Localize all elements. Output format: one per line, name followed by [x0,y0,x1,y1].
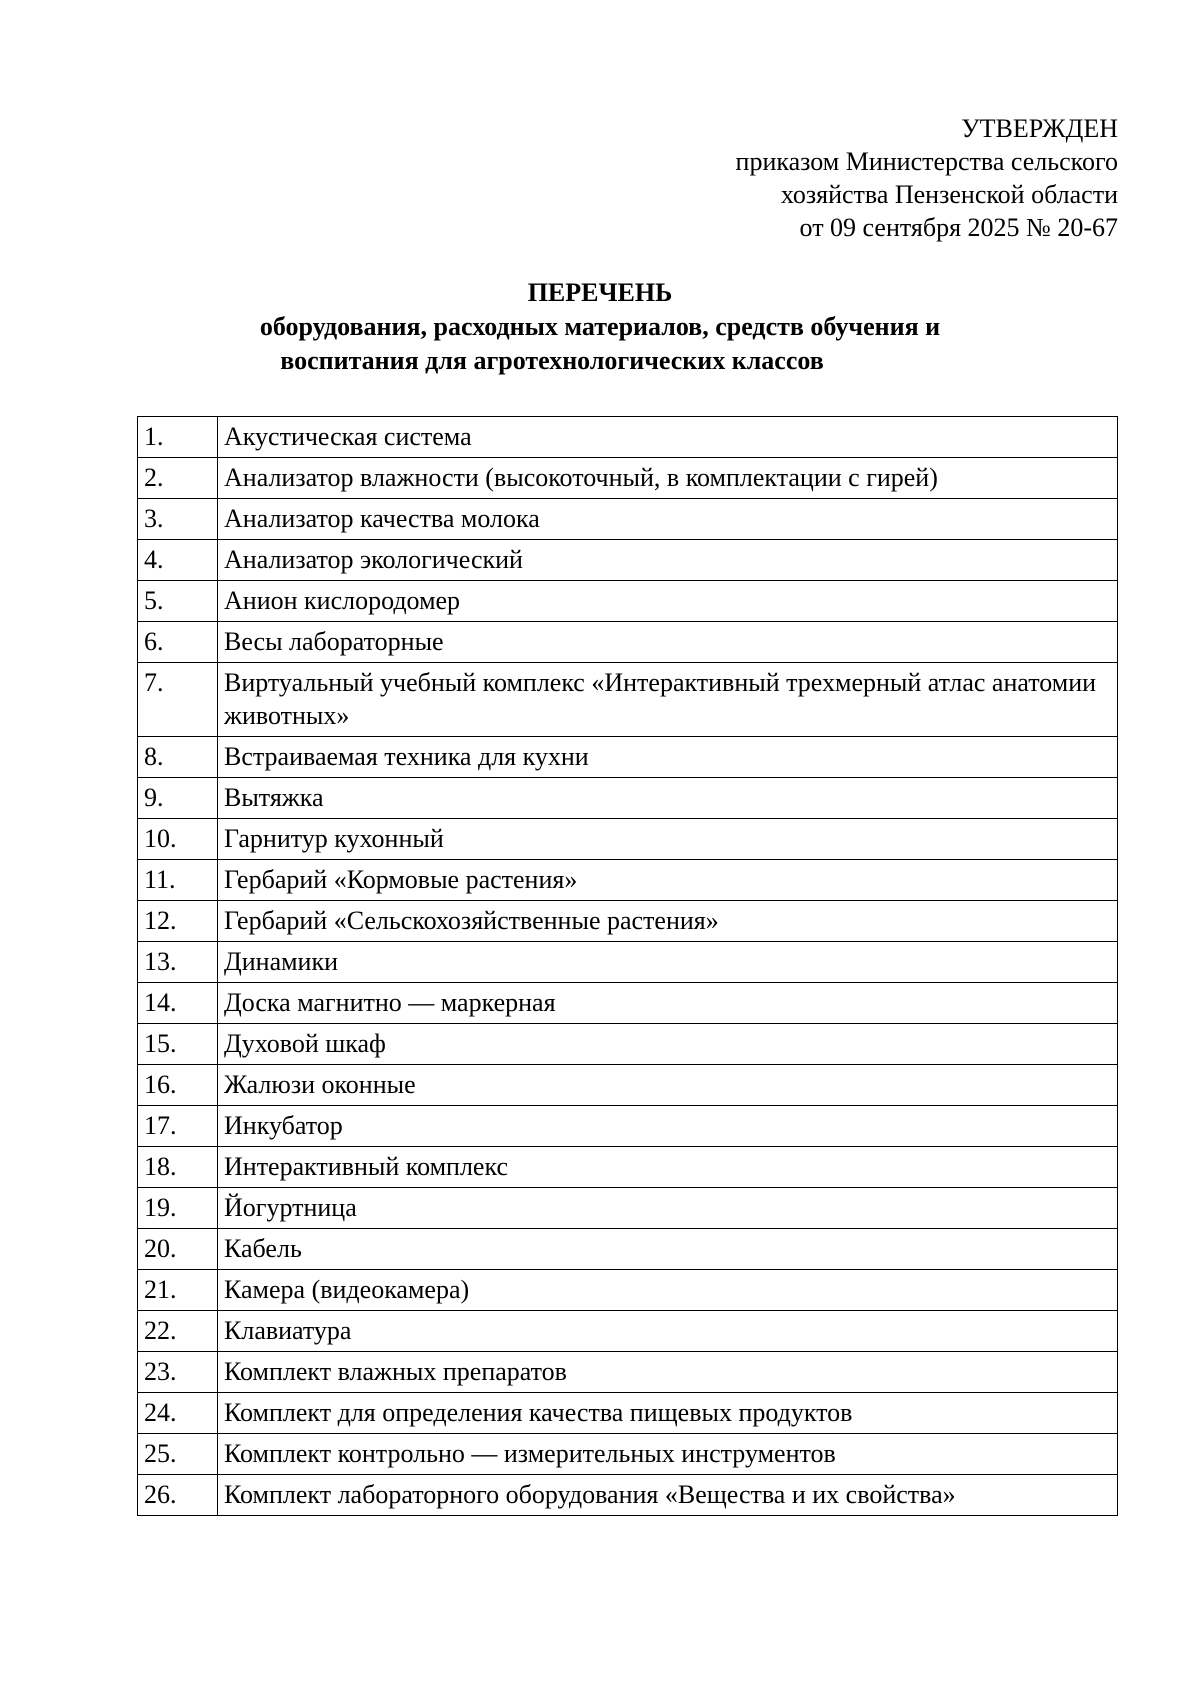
table-row [138,1270,1118,1311]
item-number: 7. [138,663,218,737]
item-name: Анализатор экологический [218,540,1118,581]
document-title [0,276,1200,378]
table-row [138,581,1118,622]
table-row [138,737,1118,778]
item-name: Кабель [218,1229,1118,1270]
item-name: Динамики [218,942,1118,983]
table-row [138,1188,1118,1229]
item-name: Духовой шкаф [218,1024,1118,1065]
approval-status: УТВЕРЖДЕН [961,114,1118,143]
approval-order-line: приказом Министерства сельского [735,147,1118,176]
item-number: 21. [138,1270,218,1311]
items-table [137,416,1118,1516]
table-row [138,778,1118,819]
item-name: Интерактивный комплекс [218,1147,1118,1188]
item-number: 5. [138,581,218,622]
item-name: Клавиатура [218,1311,1118,1352]
table-row [138,540,1118,581]
item-number: 12. [138,901,218,942]
item-number: 17. [138,1106,218,1147]
table-row [138,1229,1118,1270]
item-number: 2. [138,458,218,499]
item-name: Комплект лабораторного оборудования «Вещества и их свойства» [218,1475,1118,1516]
table-row [138,1393,1118,1434]
item-number: 22. [138,1311,218,1352]
item-number: 19. [138,1188,218,1229]
table-row [138,860,1118,901]
item-number: 25. [138,1434,218,1475]
item-number: 16. [138,1065,218,1106]
item-number: 23. [138,1352,218,1393]
item-number: 10. [138,819,218,860]
table-row [138,1024,1118,1065]
table-row [138,819,1118,860]
table-row [138,1106,1118,1147]
table-row [138,458,1118,499]
approval-block [736,112,1118,244]
item-name: Комплект для определения качества пищевых продуктов [218,1393,1118,1434]
title-subtitle-line-1: оборудования, расходных материалов, средств обучения и [259,312,941,341]
item-number: 15. [138,1024,218,1065]
item-name: Комплект контрольно — измерительных инструментов [218,1434,1118,1475]
table-row [138,942,1118,983]
item-name: Йогуртница [218,1188,1118,1229]
item-number: 1. [138,417,218,458]
table-row [138,1475,1118,1516]
title-heading: ПЕРЕЧЕНЬ [527,278,673,307]
approval-ministry-line: хозяйства Пензенской области [780,180,1118,209]
item-name: Гербарий «Кормовые растения» [218,860,1118,901]
item-name: Встраиваемая техника для кухни [218,737,1118,778]
item-name: Анион кислородомер [218,581,1118,622]
item-name: Камера (видеокамера) [218,1270,1118,1311]
table-row [138,1352,1118,1393]
item-name: Жалюзи оконные [218,1065,1118,1106]
table-row [138,983,1118,1024]
table-row [138,499,1118,540]
item-name: Анализатор качества молока [218,499,1118,540]
item-number: 8. [138,737,218,778]
item-number: 4. [138,540,218,581]
item-number: 18. [138,1147,218,1188]
item-name: Комплект влажных препаратов [218,1352,1118,1393]
item-number: 24. [138,1393,218,1434]
table-row [138,1065,1118,1106]
item-number: 3. [138,499,218,540]
table-row [138,1311,1118,1352]
approval-date-number: от 09 сентября 2025 № 20-67 [799,213,1118,242]
item-number: 26. [138,1475,218,1516]
item-name: Весы лабораторные [218,622,1118,663]
table-row [138,417,1118,458]
item-name: Акустическая система [218,417,1118,458]
table-row [138,663,1118,737]
items-table-body [138,417,1118,1516]
item-number: 20. [138,1229,218,1270]
table-row [138,622,1118,663]
item-name: Гарнитур кухонный [218,819,1118,860]
title-subtitle-line-2: воспитания для агротехнологических классов [280,346,824,375]
item-number: 14. [138,983,218,1024]
item-number: 9. [138,778,218,819]
table-row [138,1434,1118,1475]
item-name: Доска магнитно — маркерная [218,983,1118,1024]
table-row [138,901,1118,942]
item-number: 11. [138,860,218,901]
item-name: Виртуальный учебный комплекс «Интерактивный трехмерный атлас анатомии животных» [218,663,1118,737]
item-name: Анализатор влажности (высокоточный, в комплектации с гирей) [218,458,1118,499]
item-name: Гербарий «Сельскохозяйственные растения» [218,901,1118,942]
item-number: 13. [138,942,218,983]
item-number: 6. [138,622,218,663]
item-name: Инкубатор [218,1106,1118,1147]
table-row [138,1147,1118,1188]
item-name: Вытяжка [218,778,1118,819]
